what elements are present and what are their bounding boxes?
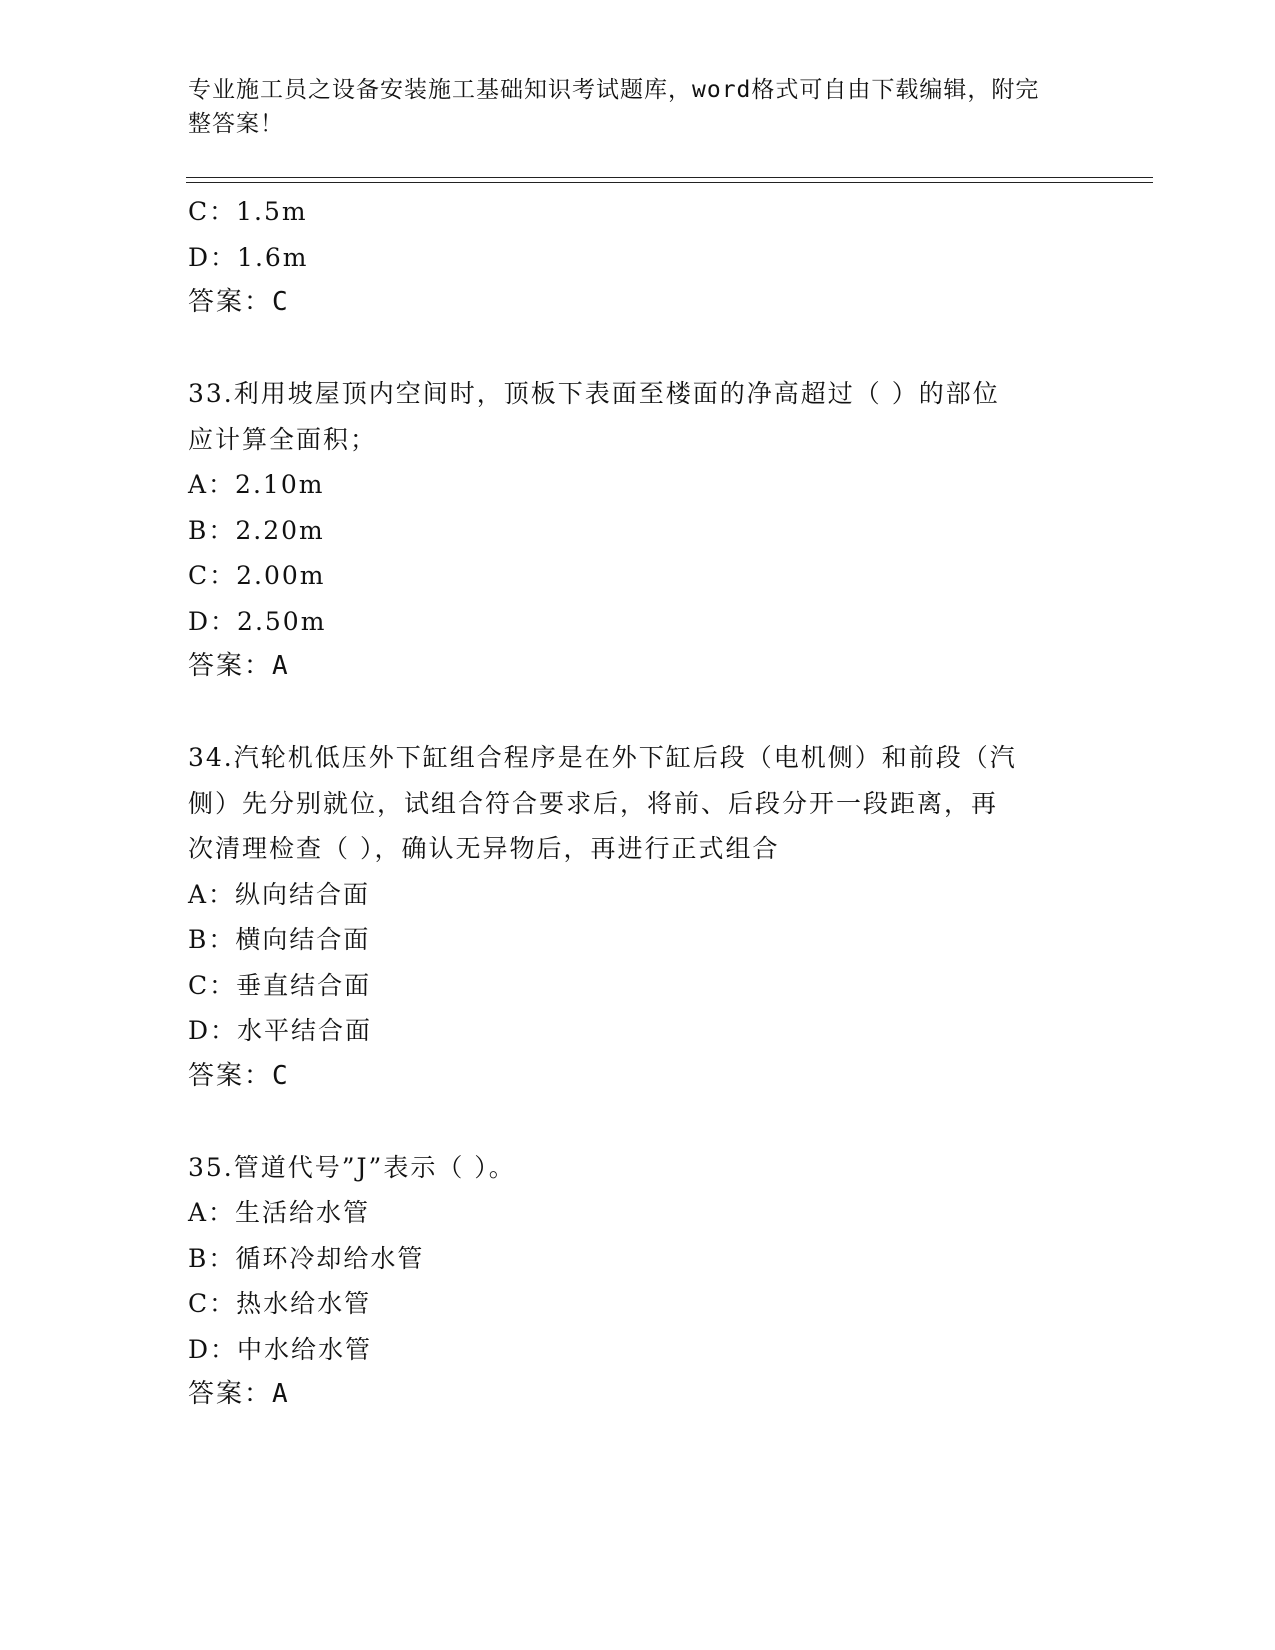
option-d: D：2.50m	[188, 606, 327, 636]
option-b: B：横向结合面	[188, 925, 371, 954]
option-c: C：垂直结合面	[188, 970, 372, 1000]
question-35	[188, 1145, 1088, 1418]
answer-text: 答案：C	[188, 287, 290, 317]
option-a: A：2.10m	[188, 470, 325, 499]
spacer	[188, 1099, 1088, 1145]
question-stem-line: 应计算全面积；	[188, 424, 378, 454]
option-a: A：生活给水管	[188, 1198, 371, 1227]
question-stem-line: 侧）先分别就位，试组合符合要求后，将前、后段分开一段距离，再	[188, 788, 999, 818]
option-b: B：循环冷却给水管	[188, 1243, 425, 1273]
option-c: C：1.5m	[188, 197, 308, 226]
option-d: D：水平结合面	[188, 1016, 373, 1045]
header-divider-bottom	[186, 182, 1153, 183]
question-stem-line: 34.汽轮机低压外下缸组合程序是在外下缸后段（电机侧）和前段（汽	[188, 743, 1017, 772]
answer-text: 答案：A	[188, 1379, 290, 1409]
spacer	[188, 690, 1088, 736]
question-prev	[188, 189, 1088, 326]
question-33	[188, 371, 1088, 690]
answer-text: 答案：C	[188, 1060, 290, 1091]
option-c: C：热水给水管	[188, 1289, 372, 1318]
answer-text: 答案：A	[188, 651, 290, 681]
option-d: D：中水给水管	[188, 1334, 373, 1364]
question-list	[188, 189, 1088, 1418]
question-stem-line: 35.管道代号”J”表示（ ）。	[188, 1152, 516, 1182]
document-header	[188, 73, 1068, 141]
header-line-1: 专业施工员之设备安装施工基础知识考试题库，word格式可自由下载编辑，附完	[188, 77, 1040, 103]
header-line-2: 整答案！	[188, 111, 284, 137]
question-stem-line: 33.利用坡屋顶内空间时，顶板下表面至楼面的净高超过（ ）的部位	[188, 379, 1000, 408]
question-34	[188, 735, 1088, 1099]
header-divider-top	[186, 177, 1153, 178]
question-stem-line: 次清理检查（ ），确认无异物后，再进行正式组合	[188, 834, 780, 863]
option-d: D：1.6m	[188, 242, 309, 272]
option-b: B：2.20m	[188, 515, 325, 545]
spacer	[188, 326, 1088, 372]
option-a: A：纵向结合面	[188, 879, 371, 909]
option-c: C：2.00m	[188, 561, 326, 590]
